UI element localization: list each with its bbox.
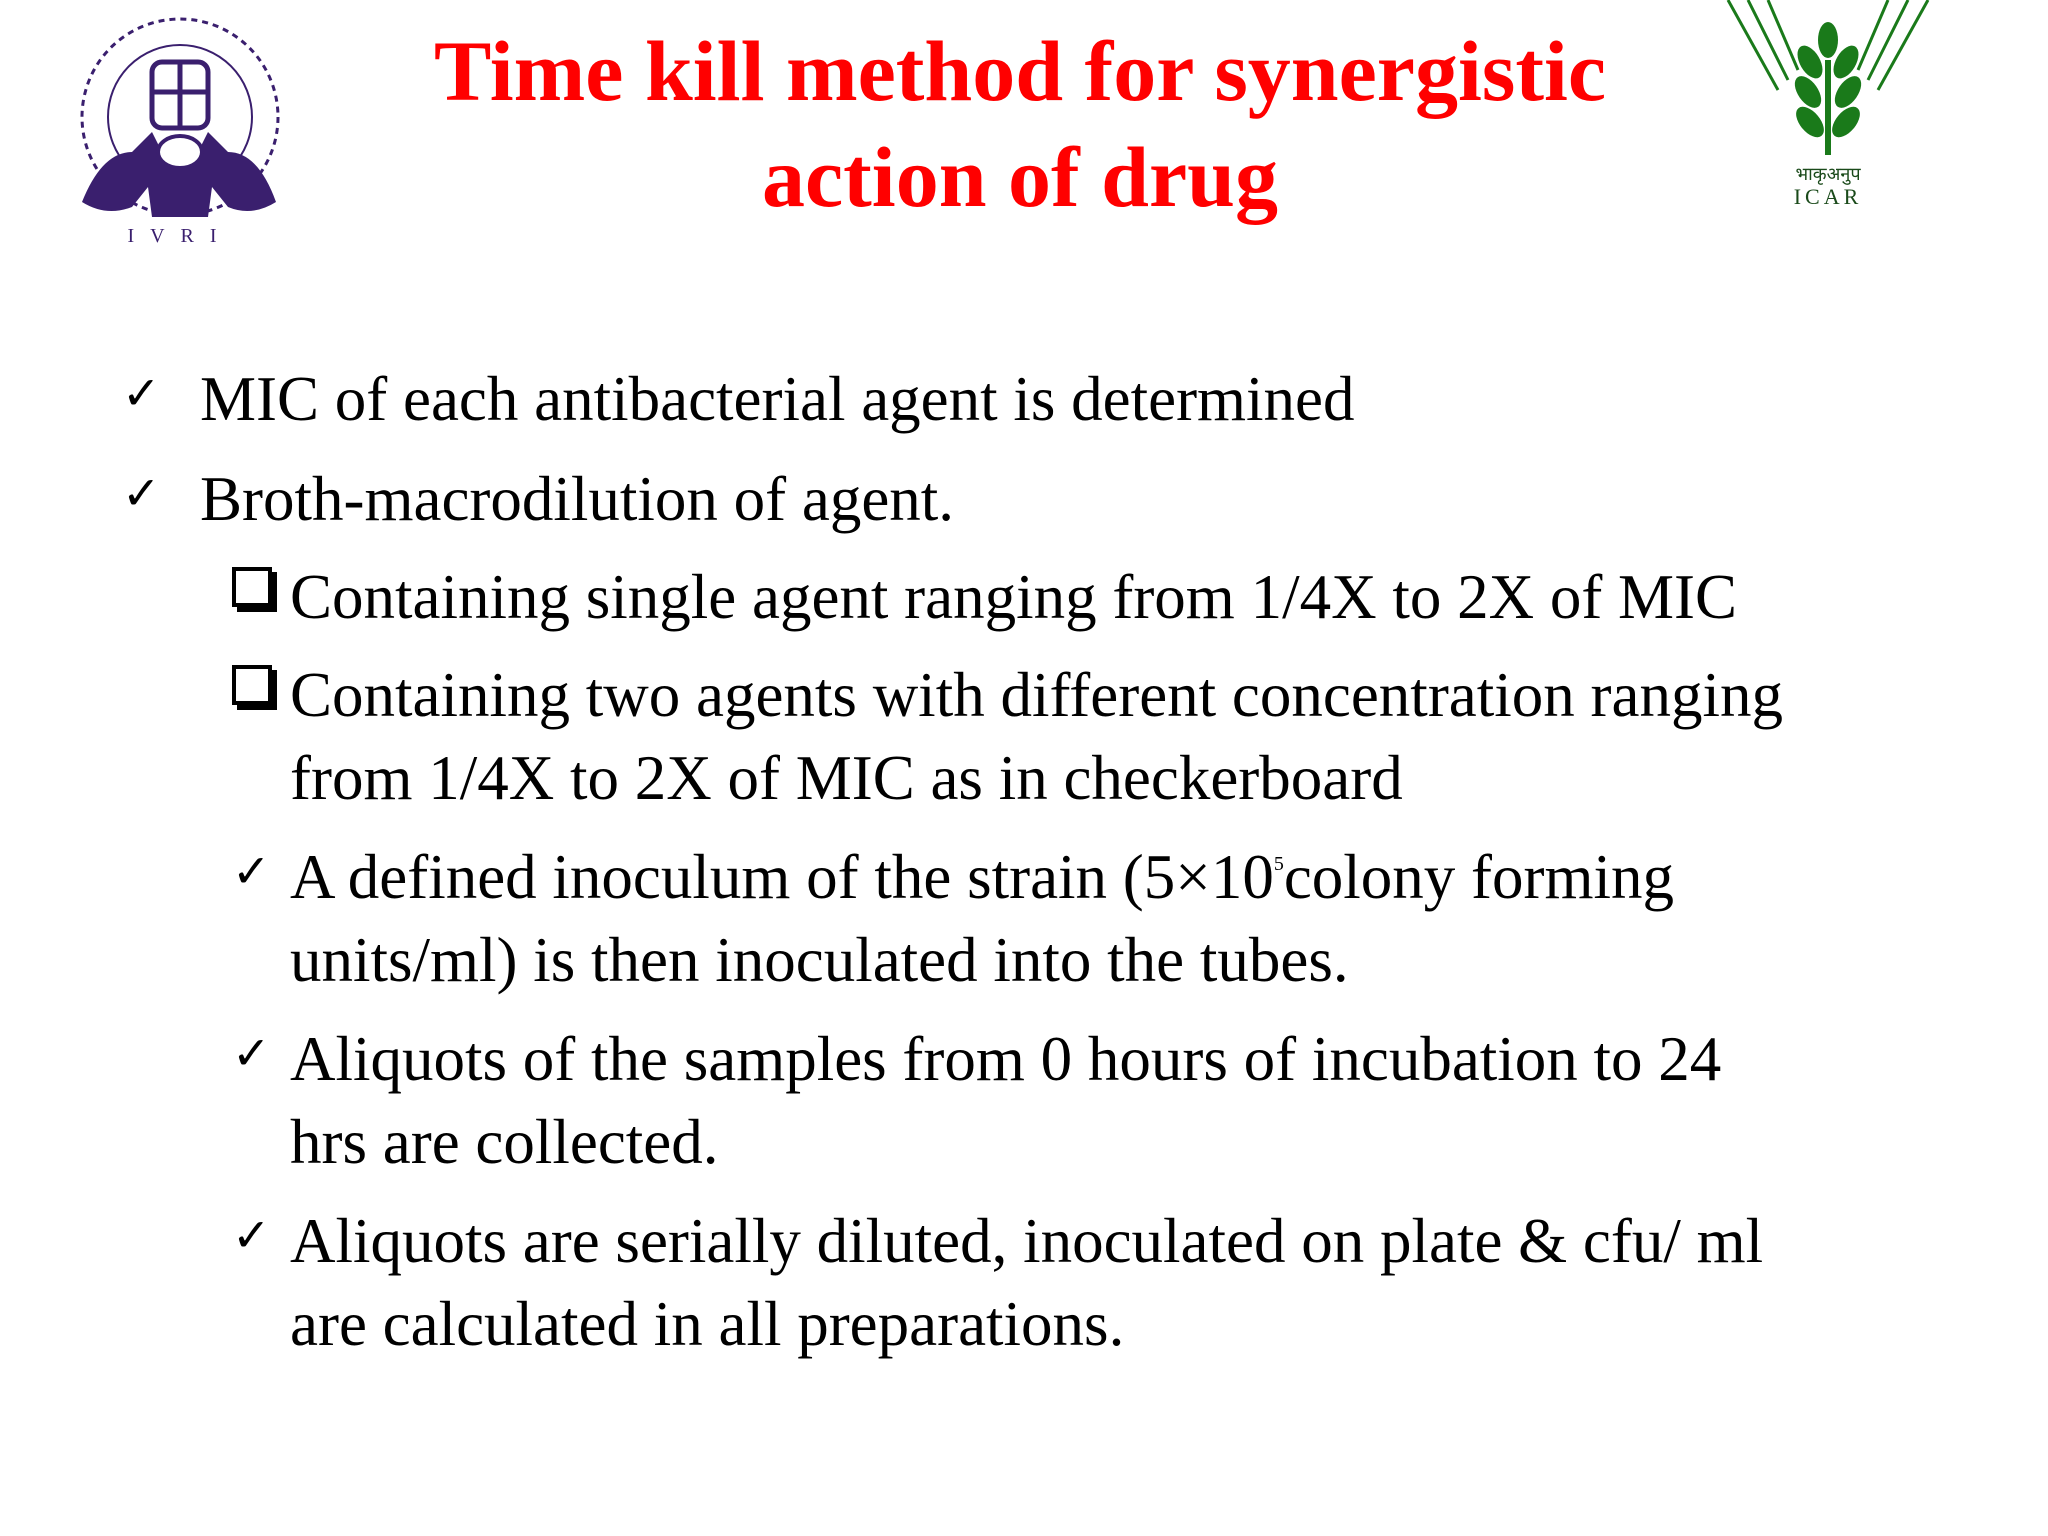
ivri-seal-logo-icon <box>62 2 302 252</box>
icar-logo <box>1718 0 1938 220</box>
check-icon: ✓ <box>122 366 161 420</box>
bullet-item-4-line-1: Containing two agents with different concentration ranging <box>290 660 1783 730</box>
check-icon: ✓ <box>232 844 271 898</box>
bullet-item-6-line-2: hrs are collected. <box>290 1107 719 1177</box>
bullet-item-7-line-2: are calculated in all preparations. <box>290 1289 1125 1359</box>
checkbox-icon <box>232 567 272 607</box>
bullet-item-4-line-2: from 1/4X to 2X of MIC as in checkerboard <box>290 743 1403 813</box>
slide-title <box>330 18 1710 230</box>
bullet-item-5-text-a: A defined inoculum of the strain (5×10 <box>290 842 1274 912</box>
exponent: 5 <box>1273 853 1284 875</box>
title-line-1: Time kill method for synergistic <box>433 23 1607 119</box>
check-icon: ✓ <box>122 466 161 520</box>
check-icon: ✓ <box>232 1208 271 1262</box>
check-icon: ✓ <box>232 1026 271 1080</box>
bullet-item-6-line-1: Aliquots of the samples from 0 hours of incubation to 24 <box>290 1024 1722 1094</box>
bullet-item-3: Containing single agent ranging from 1/4X to 2X of MIC <box>290 562 1738 632</box>
ivri-caption: IVRI <box>127 225 233 247</box>
bullet-item-1: MIC of each antibacterial agent is determined <box>200 364 1355 434</box>
bullet-item-5-text-b: colony forming <box>1283 842 1675 912</box>
bullet-item-5-line-1 <box>290 836 1674 919</box>
icar-caption: ICAR <box>1793 184 1863 209</box>
bullet-item-5-line-2: units/ml) is then inoculated into the tubes. <box>290 925 1349 995</box>
bullet-item-2: Broth-macrodilution of agent. <box>200 464 955 534</box>
bullet-item-7-line-1: Aliquots are serially diluted, inoculated on plate & cfu/ ml <box>290 1206 1764 1276</box>
title-line-2: action of drug <box>762 129 1278 225</box>
ivri-logo <box>62 2 302 252</box>
checkbox-icon <box>232 665 272 705</box>
icar-wheat-logo-icon <box>1718 0 1938 220</box>
icar-hindi-caption: भाकृअनुप <box>1795 164 1861 185</box>
